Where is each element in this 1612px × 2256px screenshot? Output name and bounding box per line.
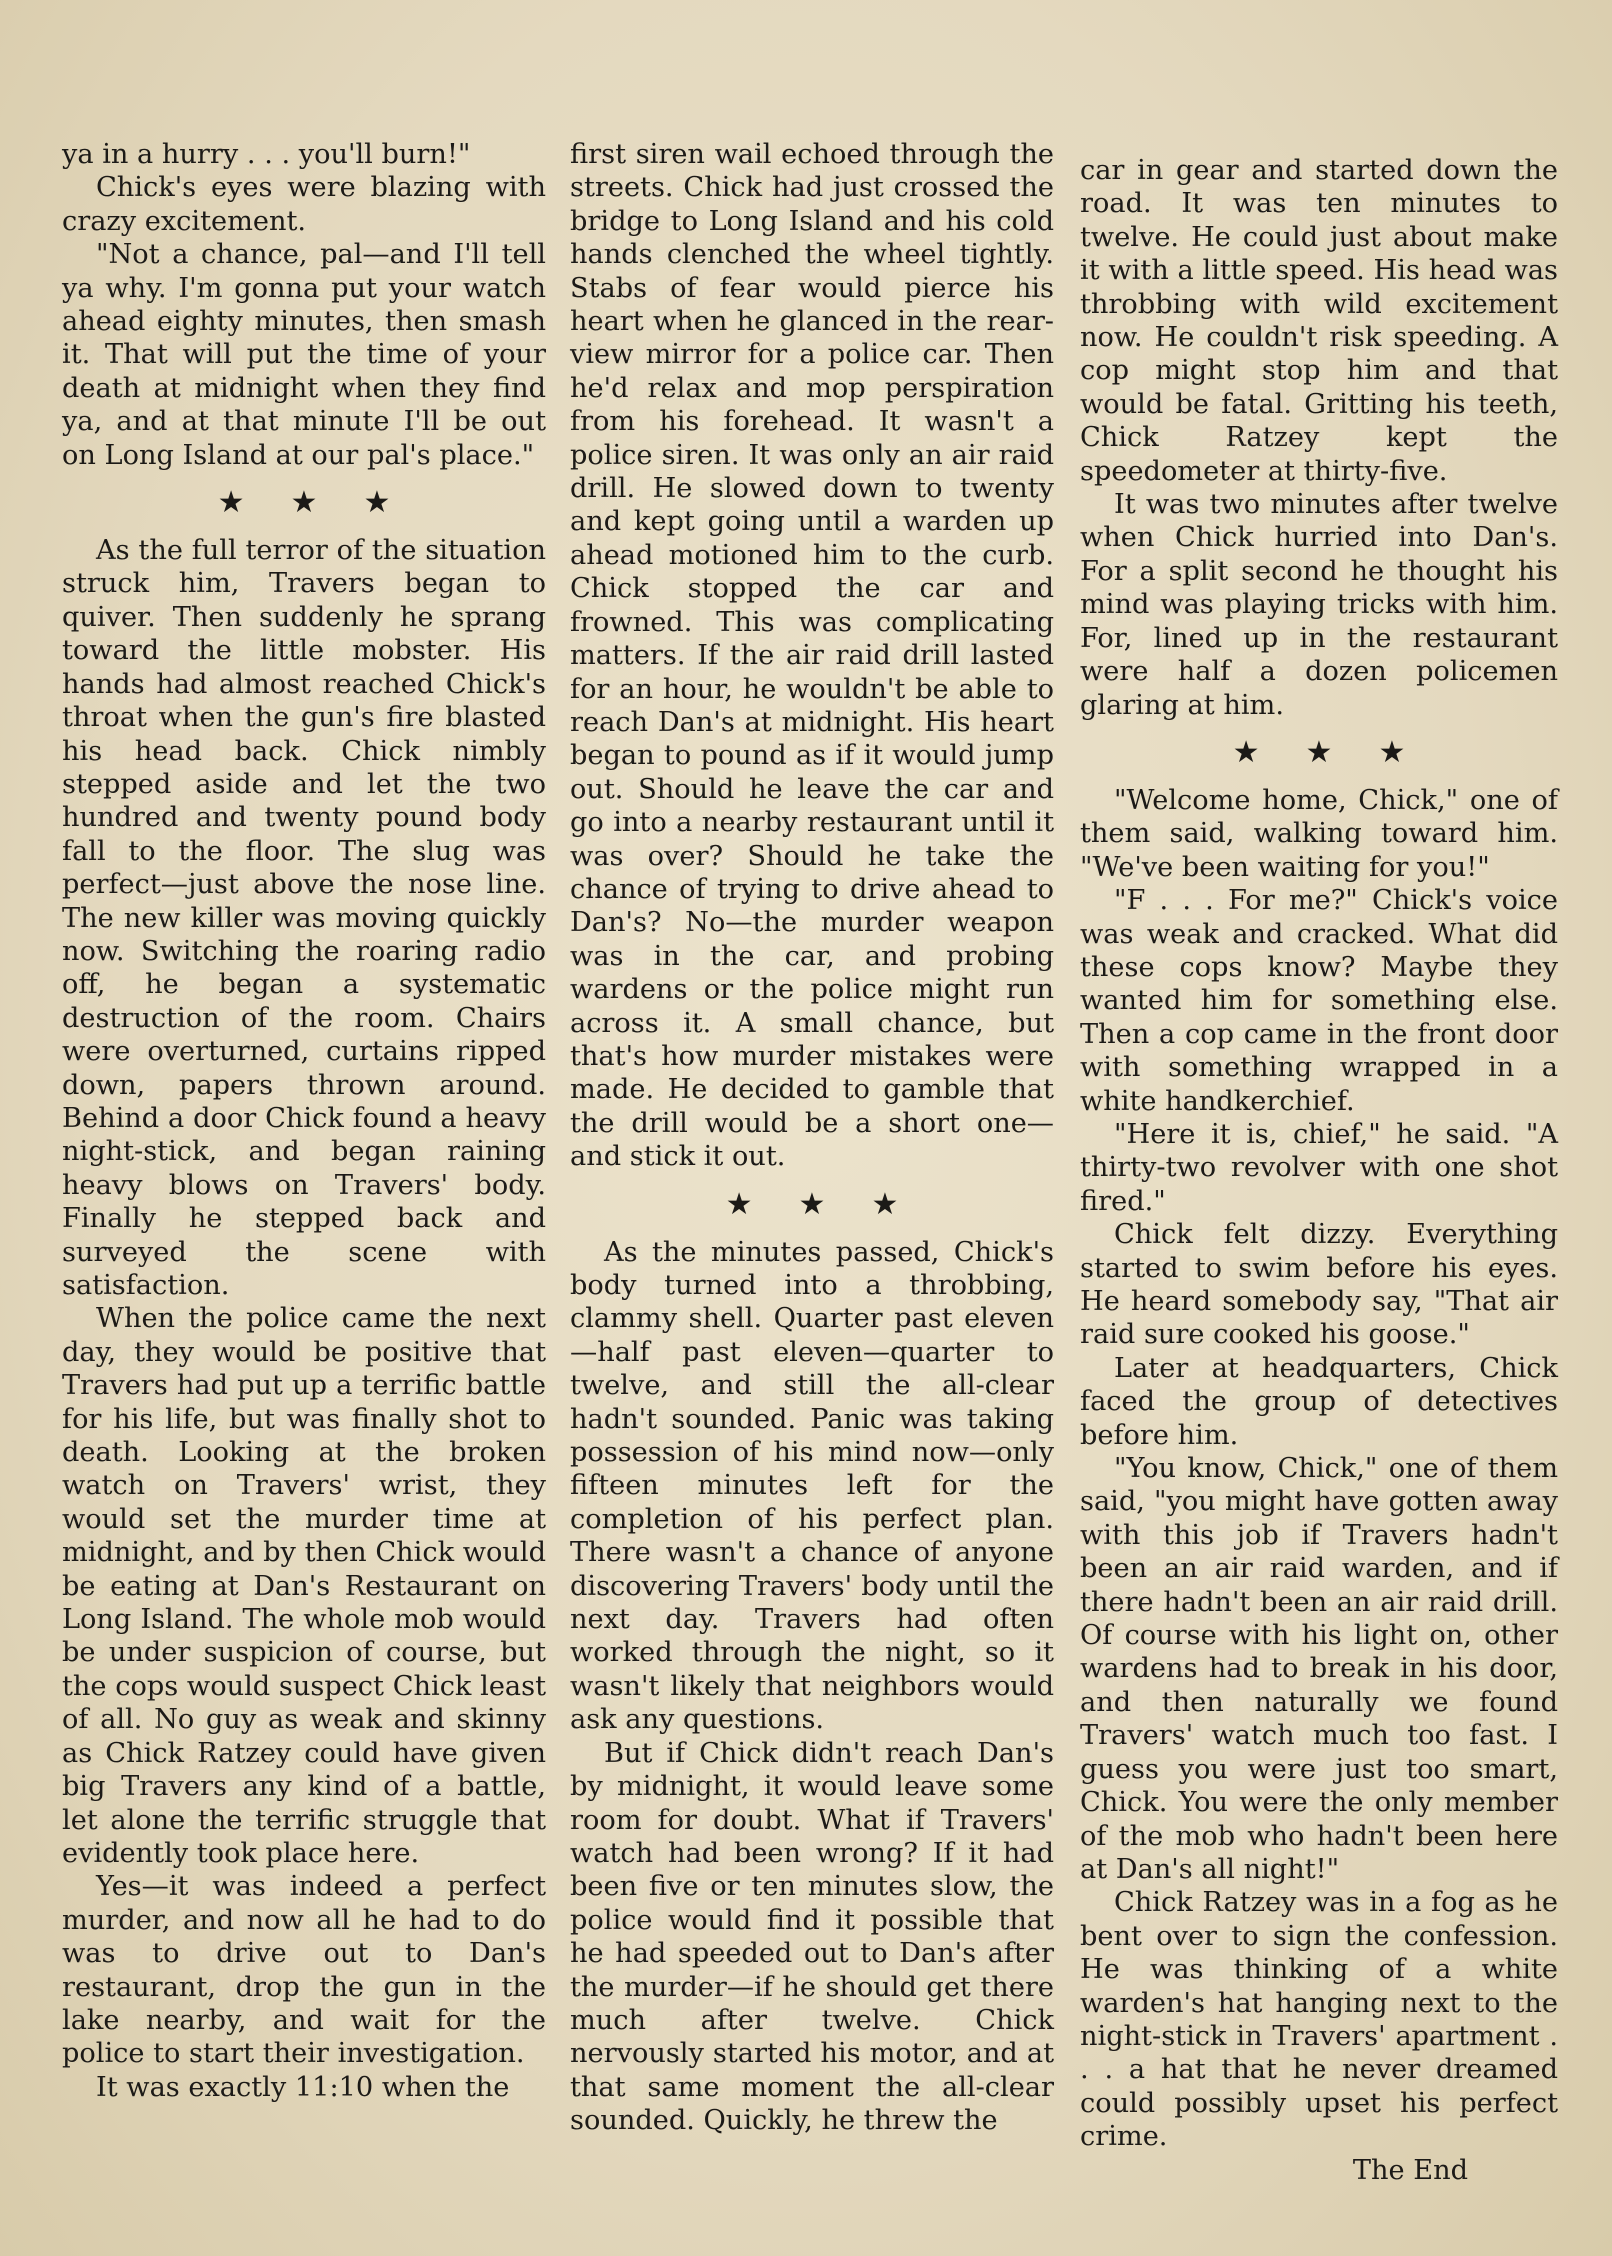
- column-1: [62, 138, 546, 2104]
- paragraph: It was two minutes after twelve when Chick hurried into Dan's. For a split second he thought his mind was playing tricks with him. For, lined up in the restaurant were half a dozen policemen glaring at him.: [1080, 489, 1558, 721]
- paragraph: As the minutes passed, Chick's body turned into a throbbing, clammy shell. Quarter past eleven—half past eleven—quarter to twelve, and still the all-clear hadn't sounded. Panic was taking possession of his mind now—only fifteen minutes left for the completion of his perfect plan. There wasn't a chance of anyone discovering Travers' body until the next day. Travers had often worked through the night, so it wasn't likely that neighbors would ask any questions.: [570, 1236, 1054, 1736]
- the-end-label: The End: [1352, 2154, 1468, 2186]
- star-icon: ★: [217, 485, 291, 521]
- paragraph: "Not a chance, pal—and I'll tell ya why. I'm gonna put your watch ahead eighty minutes, then smash it. That will put the time of your death at midnight when they find ya, and at that minute I'll be out on Long Island at our pal's place.": [62, 239, 546, 471]
- paragraph: Chick felt dizzy. Everything started to swim before his eyes. He heard somebody say, "That air raid sure cooked his goose.": [1080, 1219, 1558, 1351]
- paragraph: Chick Ratzey was in a fog as he bent over to sign the confession. He was thinking of a white warden's hat hanging next to the night-stick in Travers' apartment . . . a hat that he never dreamed could possibly upset his perfect crime.: [1080, 1887, 1558, 2153]
- paragraph: Later at headquarters, Chick faced the group of detectives before him.: [1080, 1352, 1558, 1451]
- paragraph: "Here it is, chief," he said. "A thirty-two revolver with one shot fired.": [1080, 1118, 1558, 1217]
- paragraph: "F . . . For me?" Chick's voice was weak and cracked. What did these cops know? Maybe they wanted him for something else. Then a cop came in the front door with something wrapped in a white handkerchief.: [1080, 885, 1558, 1117]
- paragraph: When the police came the next day, they would be positive that Travers had put up a terrific battle for his life, but was finally shot to death. Looking at the broken watch on Travers' wrist, they would set the murder time at midnight, and by then Chick would be eating at Dan's Restaurant on Long Island. The whole mob would be under suspicion of course, but the cops would suspect Chick least of all. No guy as weak and skinny as Chick Ratzey could have given big Travers any kind of a battle, let alone the terrific struggle that evidently took place here.: [62, 1303, 546, 1869]
- paragraph: It was exactly 11:10 when the: [96, 2071, 510, 2103]
- paragraph: But if Chick didn't reach Dan's by midnight, it would leave some room for doubt. What if Travers' watch had been wrong? If it had been five or ten minutes slow, the police would find it possible that he had speeded out to Dan's after the murder—if he should get there much after twelve. Chick nervously started his motor, and at that same moment the all-clear sounded. Quickly, he threw the: [570, 1737, 1054, 2137]
- paragraph: car in gear and started down the road. It was ten minutes to twelve. He could just about make it with a little speed. His head was throbbing with wild excitement now. He couldn't risk speeding. A cop might stop him and that would be fatal. Gritting his teeth, Chick Ratzey kept the speedometer at thirty-five.: [1080, 155, 1558, 487]
- star-icon: ★: [725, 1186, 799, 1222]
- paragraph: Chick's eyes were blazing with crazy excitement.: [62, 172, 546, 237]
- star-icon: ★: [363, 485, 437, 521]
- column-2: [570, 138, 1054, 2138]
- star-icon: ★: [290, 485, 364, 521]
- paragraph: As the full terror of the situation struck him, Travers began to quiver. Then suddenly he sprang toward the little mobster. His hands had almost reached Chick's throat when the gun's fire blasted his head back. Chick nimbly stepped aside and let the two hundred and twenty pound body fall to the floor. The slug was perfect—just above the nose line. The new killer was moving quickly now. Switching the roaring radio off, he began a systematic destruction of the room. Chairs were overturned, curtains ripped down, papers thrown around. Behind a door Chick found a heavy night-stick, and began raining heavy blows on Travers' body. Finally he stepped back and surveyed the scene with satisfaction.: [62, 535, 546, 1301]
- paragraph: "Welcome home, Chick," one of them said, walking toward him. "We've been waiting for you!": [1080, 784, 1558, 883]
- star-icon: ★: [871, 1186, 945, 1222]
- section-break-stars: [570, 1184, 1054, 1226]
- paragraph: Yes—it was indeed a perfect murder, and now all he had to do was to drive out to Dan's restaurant, drop the gun in the lake nearby, and wait for the police to start their investigation.: [62, 1871, 546, 2070]
- paragraph: first siren wail echoed through the streets. Chick had just crossed the bridge to Long Island and his cold hands clenched the wheel tightly. Stabs of fear would pierce his heart when he glanced in the rear-view mirror for a police car. Then he'd relax and mop perspiration from his forehead. It wasn't a police siren. It was only an air raid drill. He slowed down to twenty and kept going until a warden up ahead motioned him to the curb. Chick stopped the car and frowned. This was complicating matters. If the air raid drill lasted for an hour, he wouldn't be able to reach Dan's at midnight. His heart began to pound as if it would jump out. Should he leave the car and go into a nearby restaurant until it was over? Should he take the chance of trying to drive ahead to Dan's? No—the murder weapon was in the car, and probing wardens or the police might run across it. A small chance, but that's how murder mistakes were made. He decided to gamble that the drill would be a short one—and stick it out.: [570, 139, 1054, 1173]
- star-icon: ★: [798, 1186, 872, 1222]
- section-break-stars: [1080, 732, 1558, 774]
- paragraph: "You know, Chick," one of them said, "you might have gotten away with this job if Travers hadn't been an air raid warden, and if there hadn't been an air raid drill. Of course with his light on, other wardens had to break in his door, and then naturally we found Travers' watch much too fast. I guess you were just too smart, Chick. You were the only member of the mob who hadn't been here at Dan's all night!": [1080, 1453, 1558, 1885]
- section-break-stars: [62, 482, 546, 524]
- star-icon: ★: [1378, 734, 1452, 770]
- column-3: [1080, 154, 1558, 2187]
- star-icon: ★: [1232, 734, 1306, 770]
- star-icon: ★: [1305, 734, 1379, 770]
- paragraph: ya in a hurry . . . you'll burn!": [62, 139, 471, 170]
